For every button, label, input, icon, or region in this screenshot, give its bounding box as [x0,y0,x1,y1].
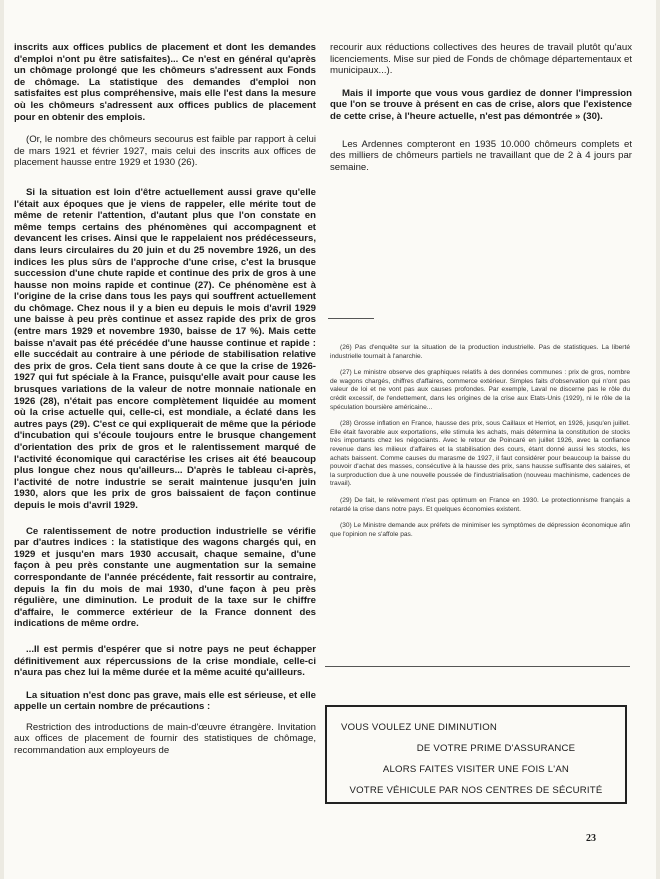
left-paragraph-5: ...Il est permis d'espérer que si notre pays ne peut échapper définitivement aux répercussions de la crise mondiale, celle-ci n'aura pas chez lui la même durée et la même acuité qu'ailleurs. [14,643,316,679]
left-paragraph-4: Ce ralentissement de notre production industrielle se vérifie par d'autres indices : la statistique des wagons chargés qui, en 1929 et jusqu'en mars 1930 accusait, chaque semaine, d'une façon à peu près constante une augmentation sur la semaine correspondante de l'année précédente, fait ressortir au contraire, depuis la fin du mois de mai 1930, d'une façon à peu près régulière, une diminution. Le produit de la taxe sur le chiffre d'affaire, le commerce extérieur de la France donnent des indications de même ordre. [14,525,316,630]
page-edge-right [656,0,660,879]
left-paragraph-7: Restriction des introductions de main-d'œuvre étrangère. Invitation aux offices de placement de fournir des statistiques de chômage, recommandation aux employeurs de [14,721,316,757]
ad-line-3: ALORS FAITES VISITER UNE FOIS L'AN [382,764,570,775]
left-paragraph-1: inscrits aux offices publics de placement et dont les demandes d'emploi n'ont pu être satisfaites)... Ce n'est en général qu'après un chômage prolongé que les chômeurs s'adressent aux Fonds de chômage. La statistique des demandes d'emploi non satisfaites est plus compréhensive, mais elle l'est dans la mesure où les chômeurs s'adressent aux offices publics de placement pour en obtenir des emplois. [14,42,316,123]
left-paragraph-3: Si la situation est loin d'être actuellement aussi grave qu'elle l'était aux époques que je viens de rappeler, elle mérite tout de même de retenir l'attention, d'autant plus que l'on constate en même temps certains des phénomènes qui accompagnent et devancent les crises. Ainsi que le rappelaient nos prédécesseurs, dans leurs circulaires du 20 juin et du 25 novembre 1926, un des indices les plus sûrs de l'approche d'une crise, c'est la brusque succession d'une chute rapide et continue des prix de gros à une hausse non moins rapide et continue (27). Ce phénomène est à l'origine de la crise dans tous les pays qui souffrent actuellement du chômage. Chez nous il y a bien eu depuis le mois d'avril 1929 une baisse à peu près continue et assez rapide des prix de gros (entre mars 1929 et novembre 1930, baisse de 17 %). Mais cette baisse n'avait pas été précédée d'une hausse continue et rapide : elle succédait au contraire à une période de stabilisation relative des prix de gros. Cela tient sans doute à ce que la crise de 1926-1927 qui fut spéciale à la France, puisqu'elle avait pour cause les brusques variations de la valeur de notre monnaie nationale en 1926 (28), n'était pas encore complètement liquidée au moment où la crise actuelle qui, celle-ci, est mondiale, a éclaté dans les autres pays (29). C'est ce qui expliquerait de même que la période d'incubation qui s'écoule toujours entre le brusque changement d'orientation des prix de gros et le ralentissement marqué de l'activité économique qui caractérise les crises ait été beaucoup plus longue chez nous qu'ailleurs... D'après le tableau ci-après, l'activité de notre industrie se serait maintenue jusqu'en juin 1930, alors que les prix de gros baissaient de façon continue depuis le mois d'avril 1929. [14,186,316,511]
right-paragraph-3: Les Ardennes compteront en 1935 10.000 chômeurs complets et des milliers de chômeurs partiels ne travaillant que de 2 à 4 jours par semaine. [330,138,632,173]
footnotes [330,344,630,547]
page-edge-left [0,0,4,879]
page-number: 23 [586,833,596,844]
footnote-26: (26) Pas d'enquête sur la situation de la production industrielle. Pas de statistiques. La liberté industrielle tournait à l'anarchie. [330,344,630,360]
left-paragraph-6: La situation n'est donc pas grave, mais elle est sérieuse, et elle appelle un certain nombre de précautions : [14,689,316,713]
right-paragraph-2: Mais il importe que vous vous gardiez de donner l'impression que l'on se trouve à présent en cas de crise, alors que l'existence de cette crise, à l'heure actuelle, n'est pas démontrée » (30). [330,87,632,122]
footnote-29: (29) De fait, le relèvement n'est pas optimum en France en 1930. Le protectionnisme français a retardé la crise dans notre pays. Et quelques économies existent. [330,496,630,513]
ad-line-4: VOTRE VÉHICULE PAR NOS CENTRES DE SÉCURITÉ [349,785,603,796]
footnote-30: (30) Le Ministre demande aux préfets de minimiser les symptômes de dépression économique afin que l'opinion ne s'affole pas. [330,522,630,538]
footnote-separator [328,318,374,319]
ad-line-2: DE VOTRE PRIME D'ASSURANCE [416,743,576,754]
insurance-ad-box [325,705,627,804]
left-paragraph-2: (Or, le nombre des chômeurs secourus est faible par rapport à celui de mars 1921 et février 1927, mais celui des inscrits aux offices de placement hausse entre 1929 et 1930 (26). [14,134,316,169]
right-paragraph-1: recourir aux réductions collectives des heures de travail plutôt qu'aux licenciements. Mise sur pied de Fonds de chômage départementaux et municipaux...). [330,42,632,77]
ad-line-1: VOUS VOULEZ UNE DIMINUTION [341,722,498,733]
ad-separator [325,666,630,667]
footnote-27: (27) Le ministre observe des graphiques relatifs à des données communes : prix de gros, nombre de wagons chargés, chiffres d'affaires, commerce extérieur. Simples faits d'observation qui n'ont pas valeur de loi et ne vont pas aux causes profondes. Par exemple, Laval ne discerne pas le rôle du crédit excessif, de l'endettement, dans les origines de la crise aux Etats-Unis (1929), ni le rôle de la spéculation boursière américaine... [330,369,630,411]
footnote-28: (28) Grosse inflation en France, hausse des prix, sous Caillaux et Herriot, en 1926, jusqu'en juillet. Elle était favorable aux exportations, elle stimula les achats, mais détermina la constitution de stocks très importants chez les négociants. Avec le retour de Poincaré en juillet 1926, avec la confiance revenue dans les milieux d'affaires et la stabilisation des cours, étant donné aussi les stocks, les achats baissent. Comme causes du marasme de 1927, il faut considérer pour beaucoup la baisse du pouvoir d'achat des masses, consécutive à la hausse des prix, sans hausse suffisante des salaires, et la surproduction due à une nouvelle poussée de l'industrialisation (nouveau machinisme, cadences de travail). [330,420,630,488]
left-column [14,42,316,757]
right-column [330,42,632,184]
